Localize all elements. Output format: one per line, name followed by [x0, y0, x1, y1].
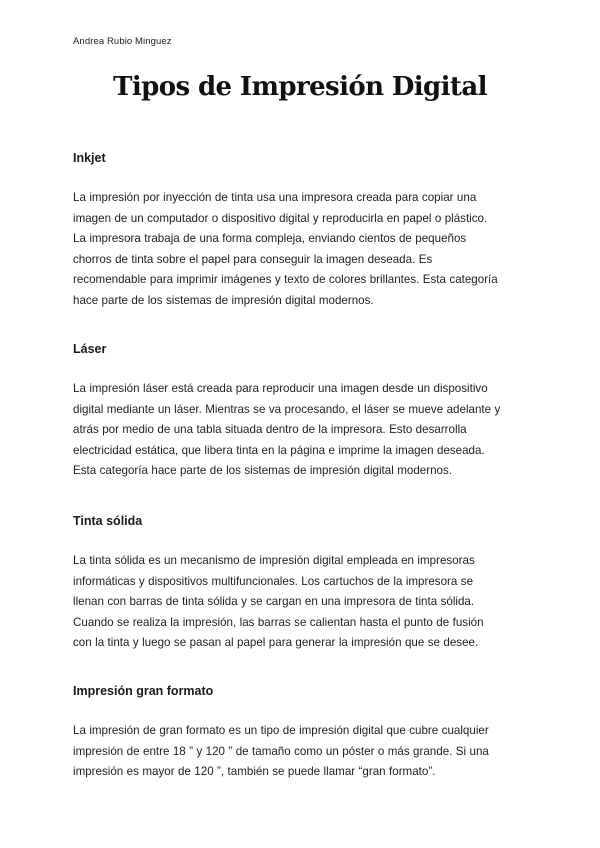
paragraph-line: Esta categoría hace parte de los sistemas de impresión digital modernos.: [73, 464, 452, 477]
section-paragraph-inkjet: [73, 188, 533, 311]
page-title: Tipos de Impresión Digital: [113, 72, 487, 102]
section-paragraph-laser: [73, 379, 533, 482]
section-tinta-solida: [73, 513, 533, 654]
paragraph-line: La impresión láser está creada para reproducir una imagen desde un dispositivo: [73, 382, 488, 395]
section-paragraph-gran-formato: [73, 721, 533, 783]
paragraph-line: digital mediante un láser. Mientras se va procesando, el láser se mueve adelante y: [73, 402, 501, 416]
section-inkjet: [73, 150, 533, 311]
paragraph-line: hace parte de los sistemas de impresión digital modernos.: [73, 293, 374, 307]
author-name: Andrea Rubio Minguez: [73, 36, 172, 47]
paragraph-line: imagen de un computador o dispositivo digital y reproducirla en papel o plástico.: [73, 211, 488, 225]
section-heading-gran-formato: Impresión gran formato: [73, 684, 214, 698]
section-heading-inkjet: Inkjet: [73, 151, 106, 165]
paragraph-line: La impresora trabaja de una forma compleja, enviando cientos de pequeños: [73, 232, 467, 245]
section-heading-laser: Láser: [73, 342, 107, 356]
section-heading-tinta-solida: Tinta sólida: [73, 514, 143, 528]
section-paragraph-tinta-solida: [73, 551, 533, 654]
paragraph-line: impresión es mayor de 120 ”, también se puede llamar “gran formato”.: [73, 765, 436, 778]
paragraph-line: recomendable para imprimir imágenes y texto de colores brillantes. Esta categoría: [73, 273, 498, 286]
paragraph-line: La tinta sólida es un mecanismo de impresión digital empleada en impresoras: [73, 554, 475, 567]
paragraph-line: atrás por medio de una tabla situada dentro de la impresora. Esto desarrolla: [73, 423, 467, 436]
paragraph-line: impresión de entre 18 ” y 120 ” de tamaño como un póster o más grande. Si una: [73, 744, 489, 758]
paragraph-line: llenan con barras de tinta sólida y se cargan en una impresora de tinta sólida.: [73, 595, 475, 608]
paragraph-line: La impresión por inyección de tinta usa una impresora creada para copiar una: [73, 191, 477, 204]
section-laser: [73, 341, 533, 482]
paragraph-line: chorros de tinta sobre el papel para conseguir la imagen deseada. Es: [73, 252, 433, 266]
paragraph-line: con la tinta y luego se pasan al papel para generar la impresión que se desee.: [73, 636, 479, 649]
paragraph-line: Cuando se realiza la impresión, las barras se calientan hasta el punto de fusión: [73, 615, 484, 629]
paragraph-line: La impresión de gran formato es un tipo de impresión digital que cubre cualquier: [73, 724, 489, 737]
paragraph-line: electricidad estática, que libera tinta en la página e imprime la imagen deseada.: [73, 443, 485, 457]
paragraph-line: informáticas y dispositivos multifuncionales. Los cartuchos de la impresora se: [73, 574, 474, 588]
section-gran-formato: [73, 683, 533, 783]
